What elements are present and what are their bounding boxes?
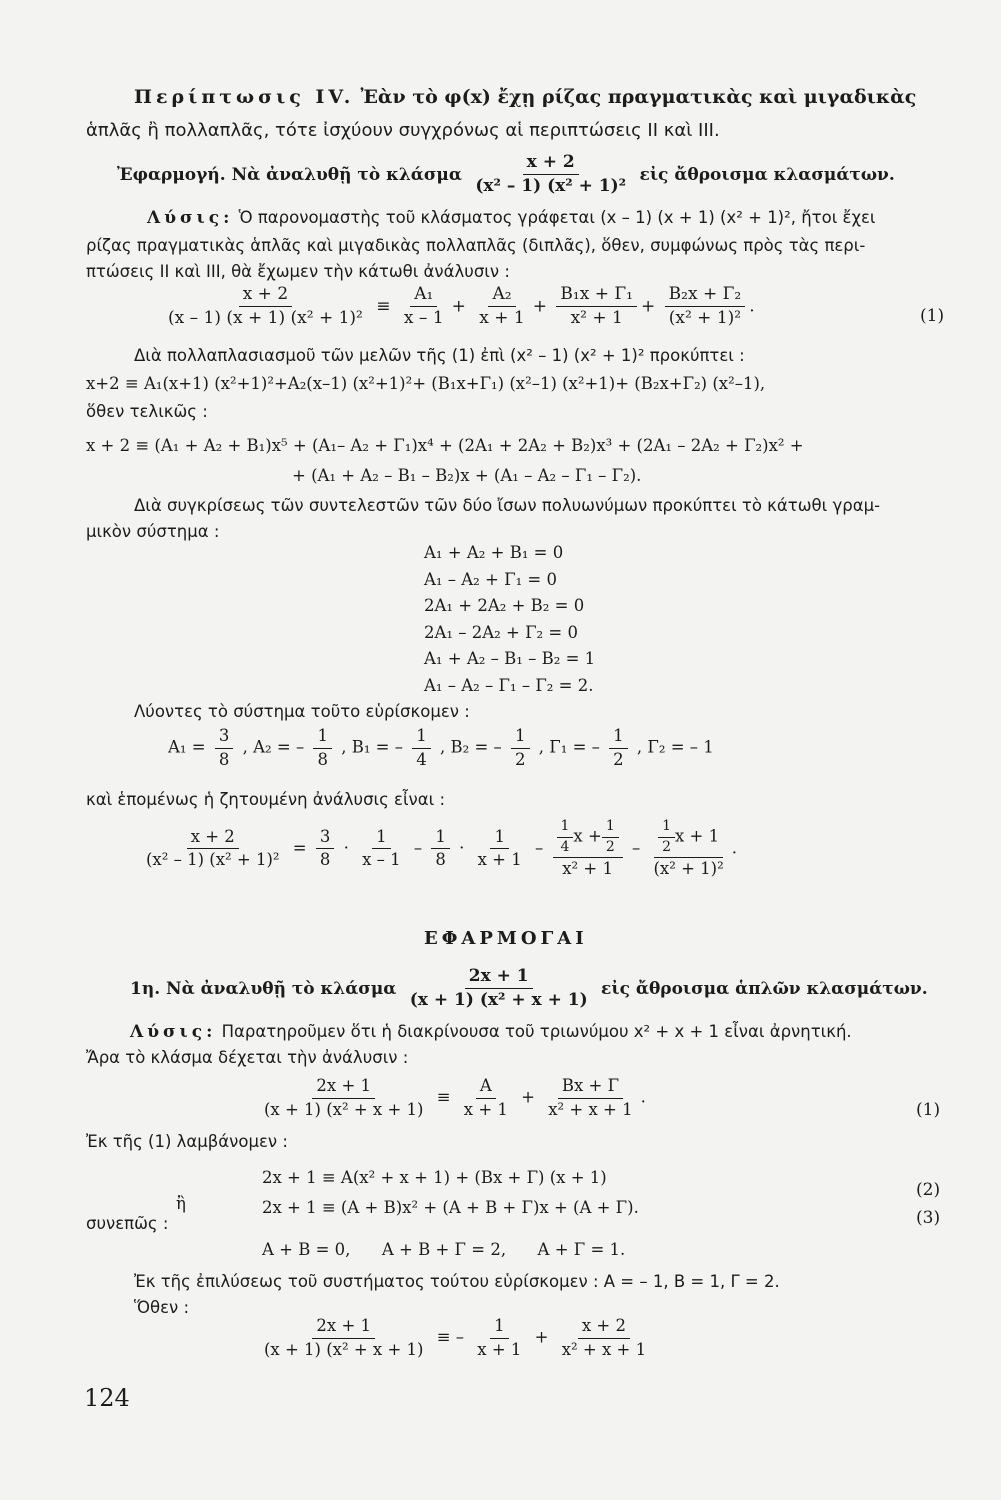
dot-2: · — [459, 838, 465, 858]
exercise-1-solution-label: Λύσις: — [130, 1022, 217, 1042]
equals-sign: = — [292, 838, 307, 858]
case-heading — [134, 86, 916, 108]
equation-tag-2: (2) — [916, 1180, 941, 1200]
inner-numerator: 1 — [602, 818, 619, 838]
final-term-4-x: x + 1 — [675, 826, 720, 846]
equation-tag-1: (1) — [920, 306, 945, 326]
system-equation: 2A₁ + 2A₂ + B₂ = 0 — [424, 596, 585, 615]
exercise-1-tail: εἰς ἄθροισμα ἁπλῶν κλασμάτων. — [601, 978, 928, 999]
system-equation: A₁ + A₂ – B₁ – B₂ = 1 — [424, 649, 596, 668]
whence-label: Ὅθεν : — [134, 1298, 190, 1317]
g2-label: , Γ₂ = – 1 — [636, 737, 714, 757]
term-2-denominator: x + 1 — [479, 308, 525, 329]
final-term-4-denominator: (x² + 1)² — [653, 859, 724, 878]
expansion-line-2: x + 2 ≡ (A₁ + A₂ + B₁)x⁵ + (A₁– A₂ + Γ₁)x⁴ + (2A₁ + 2A₂ + B₂)x³ + (2A₁ – 2A₂ + Γ₂)x² + — [86, 436, 804, 455]
coef-2-denominator: 8 — [435, 850, 446, 870]
solution-text-1: Ὁ παρονομαστὴς τοῦ κλάσματος γράφεται (x – 1) (x + 1) (x² + 1)², ἤτοι ἔχει — [238, 208, 876, 227]
application-line — [117, 152, 895, 198]
final-decomposition — [138, 818, 737, 880]
from-eq-1-line: Ἐκ τῆς (1) λαμβάνομεν : — [86, 1132, 288, 1151]
system-equation: 2A₁ – 2A₂ + Γ₂ = 0 — [424, 622, 578, 642]
solution-line-2: ρίζας πραγματικὰς ἁπλᾶς καὶ μιγαδικὰς πολλαπλᾶς (διπλᾶς), ὅθεν, συμφώνως πρὸς τὰς περι- — [86, 236, 866, 255]
minus-3: – — [631, 838, 641, 858]
system-solution-line: Ἐκ τῆς ἐπιλύσεως τοῦ συστήματος τούτου εὑρίσκομεν : A = – 1, B = 1, Γ = 2. — [134, 1272, 780, 1291]
term-3-denominator: x² + 1 — [570, 308, 623, 329]
solution-line-3: πτώσεις II καὶ III, θὰ ἔχωμεν τὴν κάτωθι ἀνάλυσιν : — [86, 262, 510, 281]
fraction-numerator: x + 2 — [523, 152, 579, 175]
comparison-line-1: Διὰ συγκρίσεως τῶν συντελεστῶν τῶν δύο ἴσων πολυωνύμων προκύπτει τὸ κάτωθι γραμ- — [134, 496, 881, 515]
final-lhs-numerator: x + 2 — [187, 827, 239, 850]
a1-denominator: 8 — [218, 749, 230, 769]
a1-label: A₁ = — [168, 737, 206, 757]
final-term-2-denominator: x + 1 — [477, 850, 522, 870]
system-equation: A₁ – A₂ – Γ₁ – Γ₂ = 2. — [424, 675, 594, 695]
page-number: 124 — [84, 1384, 130, 1412]
b2-label: , B₂ = – — [440, 737, 502, 757]
solving-line: Λύοντες τὸ σύστημα τοῦτο εὑρίσκομεν : — [134, 702, 470, 721]
fin-a-denominator: x + 1 — [477, 1339, 522, 1359]
case-condition: Ἐὰν τὸ φ(x) ἔχῃ ρίζας πραγματικὰς καὶ μιγαδικὰς — [360, 86, 917, 108]
coef-1-numerator: 3 — [316, 827, 335, 850]
term-4-denominator: (x² + 1)² — [668, 308, 742, 329]
exercise-1-denominator: (x + 1) (x² + x + 1) — [409, 990, 588, 1011]
linear-system — [424, 540, 595, 699]
inner-denominator: 2 — [605, 838, 615, 855]
b2-numerator: 1 — [511, 726, 530, 749]
minus-2: – — [535, 838, 544, 858]
inner-numerator: 1 — [557, 818, 574, 838]
b2-denominator: 2 — [515, 749, 526, 769]
term-1-denominator: x – 1 — [403, 308, 444, 329]
exercise-1-equation-1 — [256, 1076, 646, 1120]
inner-denominator: 2 — [662, 838, 671, 855]
equation-tag-ex1-1: (1) — [916, 1100, 941, 1120]
exercise-1-solution-text: Παρατηροῦμεν ὅτι ἡ διακρίνουσα τοῦ τριωνύμου x² + x + 1 εἶναι ἀρνητική. — [221, 1022, 852, 1041]
plus-sign: + — [521, 1087, 535, 1107]
expansion-line-1: x+2 ≡ A₁(x+1) (x²+1)²+A₂(x–1) (x²+1)²+ (B₁x+Γ₁) (x²–1) (x²+1)+ (B₂x+Γ₂) (x²–1), — [86, 374, 766, 393]
system-equation: A₁ – A₂ + Γ₁ = 0 — [424, 569, 557, 589]
identity-sign: ≡ — [436, 1087, 451, 1107]
exercise-1-heading: 1η. Νὰ ἀναλυθῇ τὸ κλάσμα — [130, 978, 397, 999]
exercise-1-numerator: 2x + 1 — [465, 966, 533, 989]
conditions-line: A + B = 0, A + B + Γ = 2, A + Γ = 1. — [262, 1240, 626, 1259]
exercise-1-final — [256, 1316, 654, 1360]
final-term-1-denominator: x – 1 — [362, 850, 401, 870]
application-fraction — [471, 152, 630, 198]
final-term-1-numerator: 1 — [372, 827, 391, 850]
final-term-3-denominator: x² + 1 — [562, 859, 613, 878]
ex1-b-denominator: x² + x + 1 — [548, 1099, 633, 1119]
ex1-period: . — [640, 1087, 646, 1107]
ex1-lhs-denominator: (x + 1) (x² + x + 1) — [264, 1099, 424, 1119]
fin-lhs-denominator: (x + 1) (x² + x + 1) — [264, 1339, 424, 1359]
identity-sign: ≡ — [376, 296, 391, 317]
equation-tag-3: (3) — [916, 1208, 941, 1228]
fin-a-numerator: 1 — [490, 1316, 509, 1339]
therefore-line: καὶ ἑπομένως ἡ ζητουμένη ἀνάλυσις εἶναι : — [86, 790, 446, 809]
b1-denominator: 4 — [416, 749, 427, 769]
exercise-1-solution-line-1 — [130, 1022, 852, 1042]
b1-label: , B₁ = – — [341, 737, 403, 757]
lhs-denominator: (x – 1) (x + 1) (x² + 1)² — [168, 308, 363, 329]
a2-numerator: 1 — [313, 726, 332, 749]
coefficient-values — [168, 726, 714, 770]
final-term-3-x: x + — [573, 826, 602, 846]
system-equation: A₁ + A₂ + B₁ = 0 — [424, 543, 564, 562]
final-period: . — [731, 838, 737, 858]
coef-1-denominator: 8 — [319, 850, 331, 870]
decomposition-equation: $\frac{x + 2}{\text{(x – 1) (x + 1) (x² + 1)²}}$ ≡ $\frac{\text{A₁}}{x - 1}$ + $\frac{\text{A₂}}{x + 1}$ + $\frac{\text{B₁x + Γ₁}}{\text{x² + 1}}$ + $\frac{\text{B₂x + Γ₂}}{\text{(x² + 1)²}}$ . — [160, 284, 755, 330]
ex1-a-numerator: A — [476, 1076, 496, 1099]
expansion-line-3: + (A₁ + A₂ – B₁ – B₂)x + (A₁ – A₂ – Γ₁ – Γ₂). — [292, 466, 642, 485]
solution-line-1 — [147, 208, 876, 228]
b1-numerator: 1 — [412, 726, 431, 749]
term-4-numerator: B₂x + Γ₂ — [665, 284, 746, 307]
identity-minus: ≡ – — [436, 1327, 465, 1347]
term-1-numerator: A₁ — [410, 284, 437, 307]
fraction-denominator: (x² – 1) (x² + 1)² — [475, 176, 627, 197]
case-line-2: ἁπλᾶς ἢ πολλαπλᾶς, τότε ἰσχύουν συγχρόνως αἱ περιπτώσεις II καὶ III. — [86, 120, 720, 141]
finally-label: ὅθεν τελικῶς : — [86, 402, 208, 421]
or-word: ἢ — [176, 1194, 186, 1213]
inner-numerator: 1 — [658, 818, 675, 838]
fin-lhs-numerator: 2x + 1 — [312, 1316, 375, 1339]
ex1-a-denominator: x + 1 — [463, 1099, 508, 1119]
application-heading: Ἐφαρμογή. Νὰ ἀναλυθῇ τὸ κλάσμα — [117, 164, 462, 185]
g1-numerator: 1 — [609, 726, 628, 749]
multiplication-line: Διὰ πολλαπλασιασμοῦ τῶν μελῶν τῆς (1) ἐπὶ (x² – 1) (x² + 1)² προκύπτει : — [134, 346, 745, 365]
comparison-line-2: μικὸν σύστημα : — [86, 522, 220, 541]
ex1-lhs-numerator: 2x + 1 — [312, 1076, 375, 1099]
case-label: Περίπτωσις IV. — [134, 86, 355, 108]
solution-label: Λύσις: — [147, 208, 234, 228]
g1-denominator: 2 — [613, 749, 624, 769]
ex1-b-numerator: Bx + Γ — [558, 1076, 623, 1099]
g1-label: , Γ₁ = – — [538, 737, 600, 757]
final-lhs-denominator: (x² – 1) (x² + 1)² — [146, 850, 280, 870]
coef-2-numerator: 1 — [431, 827, 450, 850]
a1-numerator: 3 — [215, 726, 234, 749]
a2-label: , A₂ = – — [242, 737, 305, 757]
minus-1: – — [413, 838, 423, 858]
term-3-numerator: B₁x + Γ₁ — [556, 284, 637, 307]
lhs-numerator: x + 2 — [239, 284, 292, 307]
a2-denominator: 8 — [317, 749, 328, 769]
hence-label: συνεπῶς : — [86, 1214, 169, 1233]
exercise-1-equation-3: 2x + 1 ≡ (A + B)x² + (A + B + Γ)x + (A + Γ). — [262, 1198, 639, 1217]
dot-1: · — [343, 838, 349, 858]
term-2-numerator: A₂ — [488, 284, 515, 307]
exercise-1-equation-2: 2x + 1 ≡ A(x² + x + 1) + (Bx + Γ) (x + 1) — [262, 1168, 607, 1187]
inner-denominator: 4 — [560, 838, 570, 855]
exercise-1-solution-line-2: Ἄρα τὸ κλάσμα δέχεται τὴν ἀνάλυσιν : — [86, 1048, 409, 1067]
section-title: ΕΦΑΡΜΟΓΑΙ — [424, 928, 588, 949]
exercise-1-line — [130, 966, 928, 1012]
final-term-2-numerator: 1 — [490, 827, 509, 850]
plus-sign: + — [534, 1327, 549, 1347]
fin-b-denominator: x² + x + 1 — [561, 1339, 647, 1359]
application-tail: εἰς ἄθροισμα κλασμάτων. — [639, 164, 895, 185]
fin-b-numerator: x + 2 — [578, 1316, 630, 1339]
